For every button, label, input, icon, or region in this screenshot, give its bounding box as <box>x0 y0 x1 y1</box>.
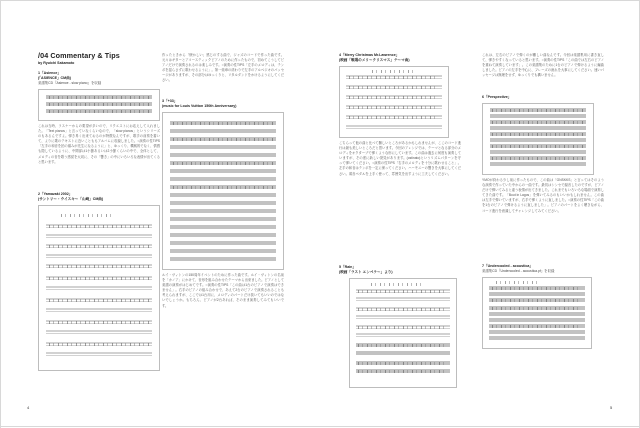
section-7-caption: 楽譜集CD『Undercooled - acoustica.pf』を収録 <box>482 269 555 273</box>
left-page-edge <box>0 1 1 428</box>
section-6-heading: 6「Perspective」 <box>482 95 512 99</box>
section-1-body: これは当時、ラスナーからの要望が多いので、リクエストにお応えして入れました。「Text pianos」と言っていなくらいなので、「slow pianos」というシリーズのもあるんですよ。弾き易く出来ておるのが特徴なんですが、歌手の前奏を書いて、よりに歌のテキストに近いことももアルバムに収録しました。○演奏の性TIPS「左手の和音を拍の頭みが先生になるように」と、ゆっくり、機械的でなく、情感も隠しているように、中間部は1小節あるいは2小節くらいの中で、全体として、メロディの音を歌う感覚を大切に、その「響き」の中にいろいろな表情が出てくると思います。 <box>38 124 160 164</box>
byline: by Ryuichi Sakamoto <box>38 61 75 65</box>
score-image-yamazaki <box>38 205 160 371</box>
left-page-number: 4 <box>27 405 30 410</box>
score-image-merry-christmas <box>339 66 449 138</box>
section-1-heading: 1「Asience」 <box>38 71 61 75</box>
section-7-heading: 7「Undercooled - acoustica」 <box>482 264 533 268</box>
section-6-body-above: これは、左右のピアノで弾くのが難しい曲なんです。今回は楽譜集用に書き直して、弾きやすくなっていると思います。○演奏の性TIPS「この曲では左右のピアノを重ねて演奏しています」。この楽譜集のために1台のピアノで弾けるように編曲しました。ピアノの左手を中心に、フレーズの流れを大事にしてください。速いパッセージは無理をせず、ゆっくりでも構いません。 <box>482 53 604 78</box>
section-4-body: こちらって他の曲と比べて難しいところがあるかもしれませんが、ここのコード進行は最も美しいところだと思います。今回のアレンジでは、テーマとなる部分のメロディをオクターブで弾くような形にしています。この曲は過去に何度も演奏していますが、その度に新しい発見があります。(ostinato)というリズムパターンを守って弾いてください。○演奏の性TIPS「右手のメロディを十分に歌わせること」。左手の和音はテンポを一定に保ってください。ハーモニーの響きを大事にしてください。弱音ペダルを上手く使って、雰囲気を出すように工夫してください。 <box>339 141 461 176</box>
section-2-heading: 2「Yamazaki 2002」 <box>38 192 73 196</box>
section-3-body-above: 作ったときから「懐かしい」感じのする曲で、ジャズのコードで作った曲です。元々はギターとアコースティックピアノのために作ったもので、初めてこうしてピアノだけで演奏されるのは楽しみです。○演奏の性TIPS「左手のメロディは、テンポを揺らさずに歌わせるように」。第一楽章の終わりで左手のアルペジオのパッセージがありますが、その部分はゆっくりと、リタルダンドをかけるようにしてください。 <box>162 53 284 83</box>
section-4-subheading: (映画「戦場のメリークリスマス」テーマ曲) <box>339 58 410 62</box>
section-3-body: ルイ・ヴィトンの150周年イベントのために作った曲です。ルイ・ヴィトンの名前を「カノア」にかけて、音形を組み合わせたテーマから出来ました。ピアノとして楽譜の演奏がはじめてです。○演奏の性TIPS「この曲は1台のピアノで演奏はできません」。右手のピアノの組み合わせで、あえて2台のピアノで演奏されることも考えられますが、ここでは1台用に、メロディのパートだけ抜いてもいいのではないでしょうか。もちろん、ピアノが2台あれば、そのまま演奏してみてもいいです。 <box>162 273 284 308</box>
score-image-rain <box>349 278 457 388</box>
right-page-number: 5 <box>610 405 613 410</box>
section-6-body: YMOが終わる少し前に作ったもので、この曲は「GNSKKS」と言ってはそのような演奏で作っていた中からの一曲です。最初はシンセで録音したのですが、ピアノだけで弾いてみると違う表情が出てきました。これまでもいろいろな場面で演奏してきた曲です。「Bout in Lagos」を弾いてみるのもいいかもしれません。この曲は左手で弾いていますが、右手で弾くように直しました。○演奏の性TIPS「この曲を1台のピアノで弾けるように直しました」。ピアノのパートをよく聴きながら、コード進行を意識してチャレンジしてみてください。 <box>482 178 604 213</box>
section-1-caption: 楽譜集CD『Asience - slow piano』を収録 <box>38 81 102 85</box>
score-image-plus33 <box>162 112 284 270</box>
score-image-asience <box>38 89 160 121</box>
page-title: /04 Commentary & Tips <box>38 51 120 60</box>
column-3 <box>339 53 461 391</box>
section-3-heading: 3「+33」 <box>162 99 178 103</box>
section-1-subheading: (「ASIENCE」CM曲) <box>38 76 71 80</box>
section-5-heading: 5「Rain」 <box>339 265 356 269</box>
score-image-perspective <box>482 103 594 175</box>
score-image-undercooled <box>482 277 592 349</box>
section-5-subheading: (映画「ラスト エンペラー」より) <box>339 270 393 274</box>
column-4 <box>482 53 604 352</box>
column-2 <box>162 53 284 329</box>
section-3-subheading: (music for Louis Vuitton 150th Anniversary) <box>162 104 237 108</box>
section-2-subheading: (サントリー・ウイスキー「山崎」CM曲) <box>38 197 104 201</box>
column-1 <box>38 53 160 374</box>
section-4-heading: 4「Merry Christmas Mr.Lawrence」 <box>339 53 400 57</box>
